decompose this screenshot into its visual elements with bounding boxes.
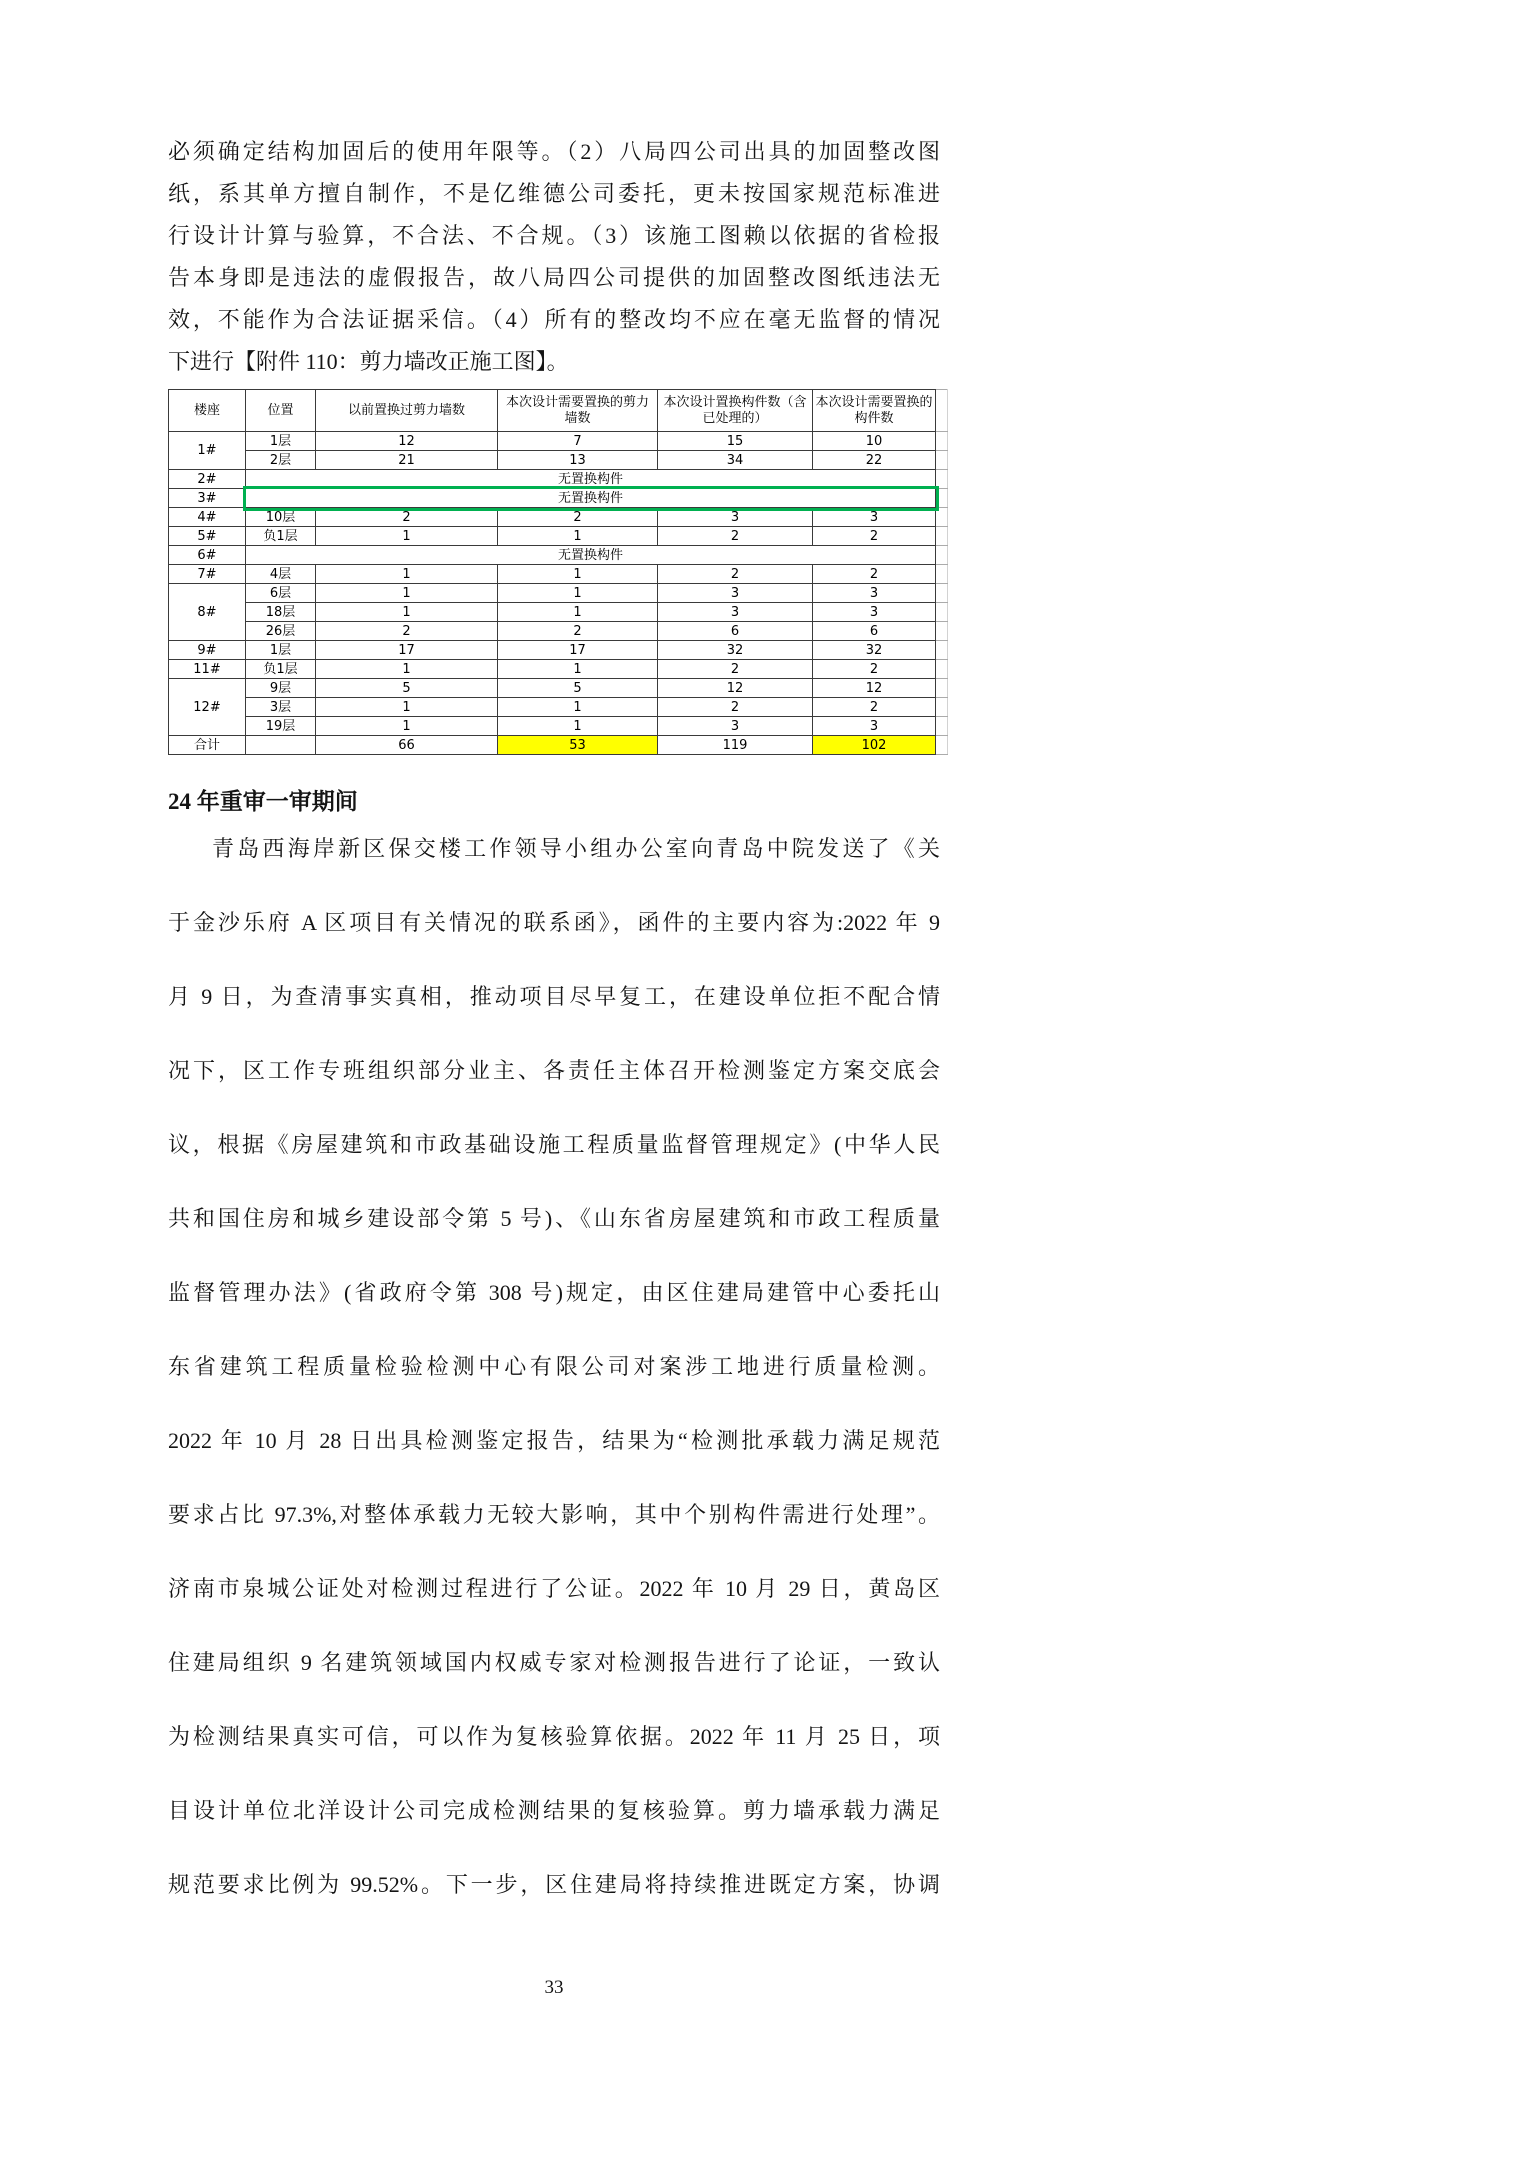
grid-stub <box>936 717 948 736</box>
value-cell: 3 <box>813 717 936 736</box>
value-cell: 2 <box>316 622 498 641</box>
table-row <box>169 451 948 470</box>
grid-stub <box>936 451 948 470</box>
value-cell: 1 <box>316 717 498 736</box>
table-row <box>169 622 948 641</box>
value-cell: 102 <box>813 736 936 755</box>
building-cell: 合计 <box>169 736 246 755</box>
text-line: 为检测结果真实可信，可以作为复核验算依据。2022 年 11 月 25 日，项 <box>168 1724 940 1749</box>
building-cell: 7# <box>169 565 246 584</box>
building-cell: 5# <box>169 527 246 546</box>
text-line: 纸，系其单方擅自制作，不是亿维德公司委托，更未按国家规范标准进 <box>168 181 940 206</box>
value-cell: 1 <box>498 698 658 717</box>
value-cell: 3 <box>813 584 936 603</box>
table-row <box>169 736 948 755</box>
text-line: 下进行【附件 110：剪力墙改正施工图】。 <box>168 349 569 374</box>
table-row <box>169 565 948 584</box>
table-row <box>169 603 948 622</box>
position-cell: 4层 <box>246 565 316 584</box>
text-line: 效，不能作为合法证据采信。（4）所有的整改均不应在毫无监督的情况 <box>168 307 940 332</box>
value-cell: 1 <box>316 698 498 717</box>
column-header: 本次设计置换构件数（含已处理的） <box>658 390 813 432</box>
paragraph-2 <box>168 812 940 1922</box>
text-line: 况下，区工作专班组织部分业主、各责任主体召开检测鉴定方案交底会 <box>168 1058 940 1083</box>
value-cell: 3 <box>658 584 813 603</box>
column-header: 位置 <box>246 390 316 432</box>
table-row <box>169 717 948 736</box>
position-cell: 2层 <box>246 451 316 470</box>
value-cell: 12 <box>658 679 813 698</box>
text-line: 于金沙乐府 A 区项目有关情况的联系函》，函件的主要内容为:2022 年 9 <box>168 910 940 935</box>
table-row <box>169 641 948 660</box>
value-cell: 53 <box>498 736 658 755</box>
page-number: 33 <box>544 1977 564 1998</box>
value-cell: 2 <box>498 622 658 641</box>
value-cell: 1 <box>316 584 498 603</box>
value-cell: 32 <box>813 641 936 660</box>
building-cell: 3# <box>169 489 246 508</box>
value-cell: 5 <box>316 679 498 698</box>
value-cell: 1 <box>498 660 658 679</box>
position-cell: 1层 <box>246 432 316 451</box>
grid-stub <box>936 679 948 698</box>
grid-stub <box>936 622 948 641</box>
value-cell: 12 <box>813 679 936 698</box>
value-cell: 2 <box>658 565 813 584</box>
building-cell: 8# <box>169 584 246 641</box>
value-cell: 3 <box>658 603 813 622</box>
grid-stub <box>936 603 948 622</box>
replacement-table <box>168 389 948 755</box>
position-cell: 负1层 <box>246 660 316 679</box>
value-cell: 15 <box>658 432 813 451</box>
text-line: 监督管理办法》(省政府令第 308 号)规定，由区住建局建管中心委托山 <box>168 1280 940 1305</box>
value-cell: 2 <box>316 508 498 527</box>
table-row <box>169 432 948 451</box>
value-cell: 1 <box>498 717 658 736</box>
grid-stub <box>936 546 948 565</box>
grid-stub <box>936 432 948 451</box>
position-cell: 1层 <box>246 641 316 660</box>
paragraph-1 <box>168 131 940 383</box>
value-cell: 3 <box>813 603 936 622</box>
text-line: 目设计单位北洋设计公司完成检测结果的复核验算。剪力墙承载力满足 <box>168 1798 940 1823</box>
value-cell: 3 <box>658 717 813 736</box>
position-cell: 3层 <box>246 698 316 717</box>
position-cell: 19层 <box>246 717 316 736</box>
value-cell: 22 <box>813 451 936 470</box>
position-cell <box>246 736 316 755</box>
value-cell: 2 <box>658 698 813 717</box>
value-cell: 34 <box>658 451 813 470</box>
building-cell: 6# <box>169 546 246 565</box>
value-cell: 1 <box>498 584 658 603</box>
table-body <box>169 432 948 755</box>
grid-stub <box>936 470 948 489</box>
table-row <box>169 470 948 489</box>
column-header: 楼座 <box>169 390 246 432</box>
value-cell: 1 <box>498 603 658 622</box>
text-line: 必须确定结构加固后的使用年限等。（2）八局四公司出具的加固整改图 <box>168 139 940 164</box>
position-cell: 负1层 <box>246 527 316 546</box>
value-cell: 6 <box>813 622 936 641</box>
column-header: 本次设计需要置换的剪力墙数 <box>498 390 658 432</box>
header-row <box>169 390 948 432</box>
section-heading: 24 年重审一审期间 <box>168 789 358 814</box>
value-cell: 2 <box>813 698 936 717</box>
value-cell: 2 <box>813 565 936 584</box>
grid-stub <box>936 660 948 679</box>
table-row <box>169 508 948 527</box>
text-line: 住建局组织 9 名建筑领域国内权威专家对检测报告进行了论证，一致认 <box>168 1650 940 1675</box>
value-cell: 2 <box>813 660 936 679</box>
value-cell: 2 <box>658 527 813 546</box>
grid-stub <box>936 508 948 527</box>
position-cell: 6层 <box>246 584 316 603</box>
value-cell: 2 <box>498 508 658 527</box>
no-replacement-cell: 无置换构件 <box>246 470 936 489</box>
table-row <box>169 660 948 679</box>
grid-stub <box>936 641 948 660</box>
table-row <box>169 698 948 717</box>
grid-stub <box>936 390 948 432</box>
value-cell: 10 <box>813 432 936 451</box>
position-cell: 10层 <box>246 508 316 527</box>
value-cell: 1 <box>498 527 658 546</box>
grid-stub <box>936 565 948 584</box>
text-line: 2022 年 10 月 28 日出具检测鉴定报告，结果为“检测批承载力满足规范 <box>168 1428 940 1453</box>
value-cell: 2 <box>658 660 813 679</box>
value-cell: 1 <box>316 565 498 584</box>
building-cell: 4# <box>169 508 246 527</box>
value-cell: 5 <box>498 679 658 698</box>
text-line: 议，根据《房屋建筑和市政基础设施工程质量监督管理规定》(中华人民 <box>168 1132 940 1157</box>
grid-stub <box>936 527 948 546</box>
no-replacement-cell: 无置换构件 <box>246 546 936 565</box>
text-line: 规范要求比例为 99.52%。下一步，区住建局将持续推进既定方案，协调 <box>168 1872 940 1897</box>
position-cell: 26层 <box>246 622 316 641</box>
building-cell: 2# <box>169 470 246 489</box>
value-cell: 1 <box>316 527 498 546</box>
value-cell: 3 <box>658 508 813 527</box>
replacement-table-wrap <box>168 389 948 755</box>
text-line: 青岛西海岸新区保交楼工作领导小组办公室向青岛中院发送了《关 <box>212 836 940 861</box>
value-cell: 66 <box>316 736 498 755</box>
grid-stub <box>936 584 948 603</box>
grid-stub <box>936 489 948 508</box>
text-line: 济南市泉城公证处对检测过程进行了公证。2022 年 10 月 29 日，黄岛区 <box>168 1576 940 1601</box>
value-cell: 3 <box>813 508 936 527</box>
value-cell: 17 <box>498 641 658 660</box>
table-row <box>169 527 948 546</box>
value-cell: 2 <box>813 527 936 546</box>
value-cell: 12 <box>316 432 498 451</box>
position-cell: 9层 <box>246 679 316 698</box>
building-cell: 9# <box>169 641 246 660</box>
building-cell: 12# <box>169 679 246 736</box>
table-row <box>169 584 948 603</box>
table-header <box>169 390 948 432</box>
grid-stub <box>936 698 948 717</box>
value-cell: 17 <box>316 641 498 660</box>
value-cell: 6 <box>658 622 813 641</box>
column-header: 本次设计需要置换的构件数 <box>813 390 936 432</box>
table-row <box>169 679 948 698</box>
value-cell: 1 <box>316 660 498 679</box>
building-cell: 1# <box>169 432 246 470</box>
value-cell: 13 <box>498 451 658 470</box>
grid-stub <box>936 736 948 755</box>
value-cell: 21 <box>316 451 498 470</box>
table-row <box>169 489 948 508</box>
position-cell: 18层 <box>246 603 316 622</box>
text-line: 行设计计算与验算，不合法、不合规。（3）该施工图赖以依据的省检报 <box>168 223 940 248</box>
value-cell: 1 <box>316 603 498 622</box>
value-cell: 32 <box>658 641 813 660</box>
value-cell: 7 <box>498 432 658 451</box>
table-row <box>169 546 948 565</box>
no-replacement-cell-highlighted: 无置换构件 <box>246 489 936 508</box>
text-line: 月 9 日，为查清事实真相，推动项目尽早复工，在建设单位拒不配合情 <box>168 984 940 1009</box>
text-line: 要求占比 97.3%,对整体承载力无较大影响，其中个别构件需进行处理”。 <box>168 1502 940 1527</box>
text-line: 东省建筑工程质量检验检测中心有限公司对案涉工地进行质量检测。 <box>168 1354 940 1379</box>
value-cell: 119 <box>658 736 813 755</box>
value-cell: 1 <box>498 565 658 584</box>
building-cell: 11# <box>169 660 246 679</box>
text-line: 告本身即是违法的虚假报告，故八局四公司提供的加固整改图纸违法无 <box>168 265 940 290</box>
column-header: 以前置换过剪力墙数 <box>316 390 498 432</box>
text-line: 共和国住房和城乡建设部令第 5 号)、《山东省房屋建筑和市政工程质量 <box>168 1206 940 1231</box>
